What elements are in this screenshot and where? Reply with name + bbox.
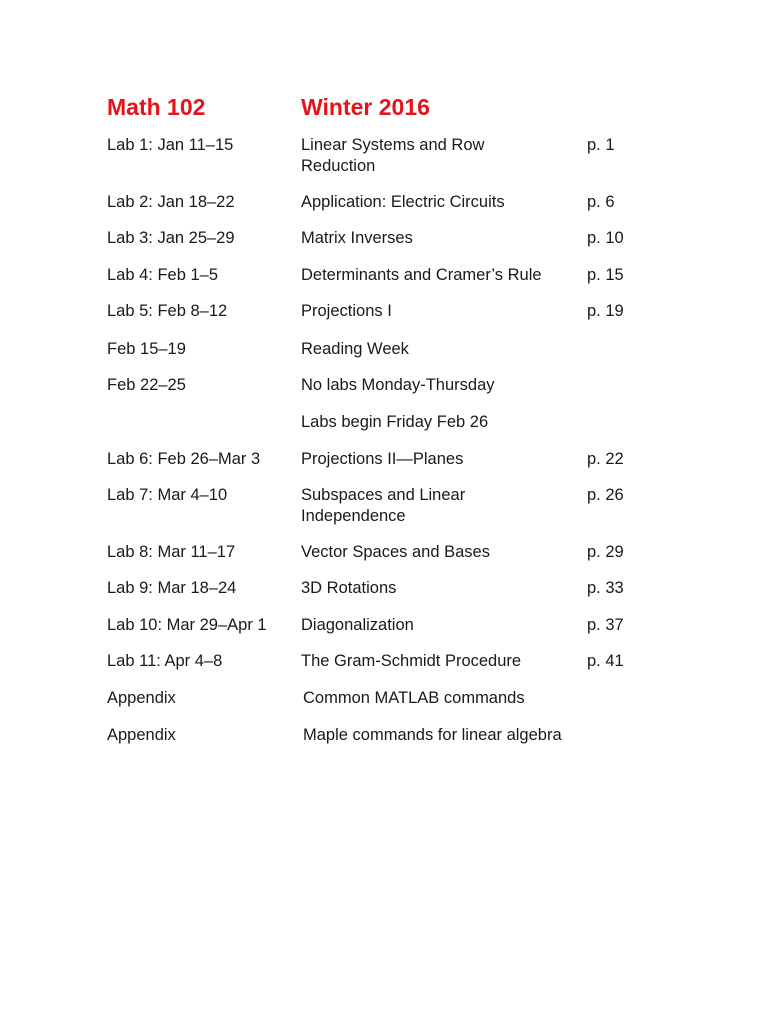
lab-label: Lab 11: Apr 4–8	[107, 652, 223, 670]
lab-label: Lab 4: Feb 1–5	[107, 266, 219, 284]
lab-topic: Reading Week	[301, 340, 409, 358]
lab-topic: Maple commands for linear algebra	[303, 726, 562, 744]
page-ref: p. 15	[587, 266, 624, 284]
page-ref: p. 1	[587, 136, 615, 154]
page-ref: p. 10	[587, 229, 624, 247]
lab-topic: Projections I	[301, 302, 392, 320]
lab-label: Lab 10: Mar 29–Apr 1	[107, 616, 267, 634]
lab-topic: Vector Spaces and Bases	[301, 543, 490, 561]
lab-label: Appendix	[107, 726, 176, 744]
page-ref: p. 19	[587, 302, 624, 320]
lab-label: Appendix	[107, 689, 176, 707]
lab-label: Lab 3: Jan 25–29	[107, 229, 235, 247]
page-ref: p. 26	[587, 486, 624, 504]
lab-topic: Projections II—Planes	[301, 450, 464, 468]
lab-topic: The Gram-Schmidt Procedure	[301, 652, 522, 670]
lab-topic: Application: Electric Circuits	[301, 193, 505, 211]
page-ref: p. 29	[587, 543, 624, 561]
page-ref: p. 6	[587, 193, 615, 211]
page-ref: p. 22	[587, 450, 624, 468]
lab-label: Lab 5: Feb 8–12	[107, 302, 228, 320]
lab-topic: Common MATLAB commands	[303, 689, 525, 707]
lab-label: Lab 8: Mar 11–17	[107, 543, 236, 561]
lab-topic: Linear Systems and Row Reduction	[301, 136, 485, 175]
lab-topic: Diagonalization	[301, 616, 414, 634]
lab-label: Lab 1: Jan 11–15	[107, 136, 234, 154]
page-ref: p. 37	[587, 616, 624, 634]
lab-topic: Matrix Inverses	[301, 229, 413, 247]
lab-label: Feb 22–25	[107, 376, 186, 394]
lab-label: Feb 15–19	[107, 340, 186, 358]
lab-topic: Labs begin Friday Feb 26	[301, 413, 489, 431]
page-ref: p. 33	[587, 579, 624, 597]
lab-topic: Determinants and Cramer’s Rule	[301, 266, 542, 284]
lab-label: Lab 9: Mar 18–24	[107, 579, 237, 597]
course-title: Math 102	[107, 94, 206, 120]
term-title: Winter 2016	[301, 94, 430, 120]
page-ref: p. 41	[587, 652, 624, 670]
lab-label: Lab 6: Feb 26–Mar 3	[107, 450, 261, 468]
lab-label: Lab 7: Mar 4–10	[107, 486, 228, 504]
lab-topic: No labs Monday-Thursday	[301, 376, 495, 394]
lab-topic: Subspaces and Linear Independence	[301, 486, 466, 525]
lab-label: Lab 2: Jan 18–22	[107, 193, 235, 211]
lab-topic: 3D Rotations	[301, 579, 397, 597]
